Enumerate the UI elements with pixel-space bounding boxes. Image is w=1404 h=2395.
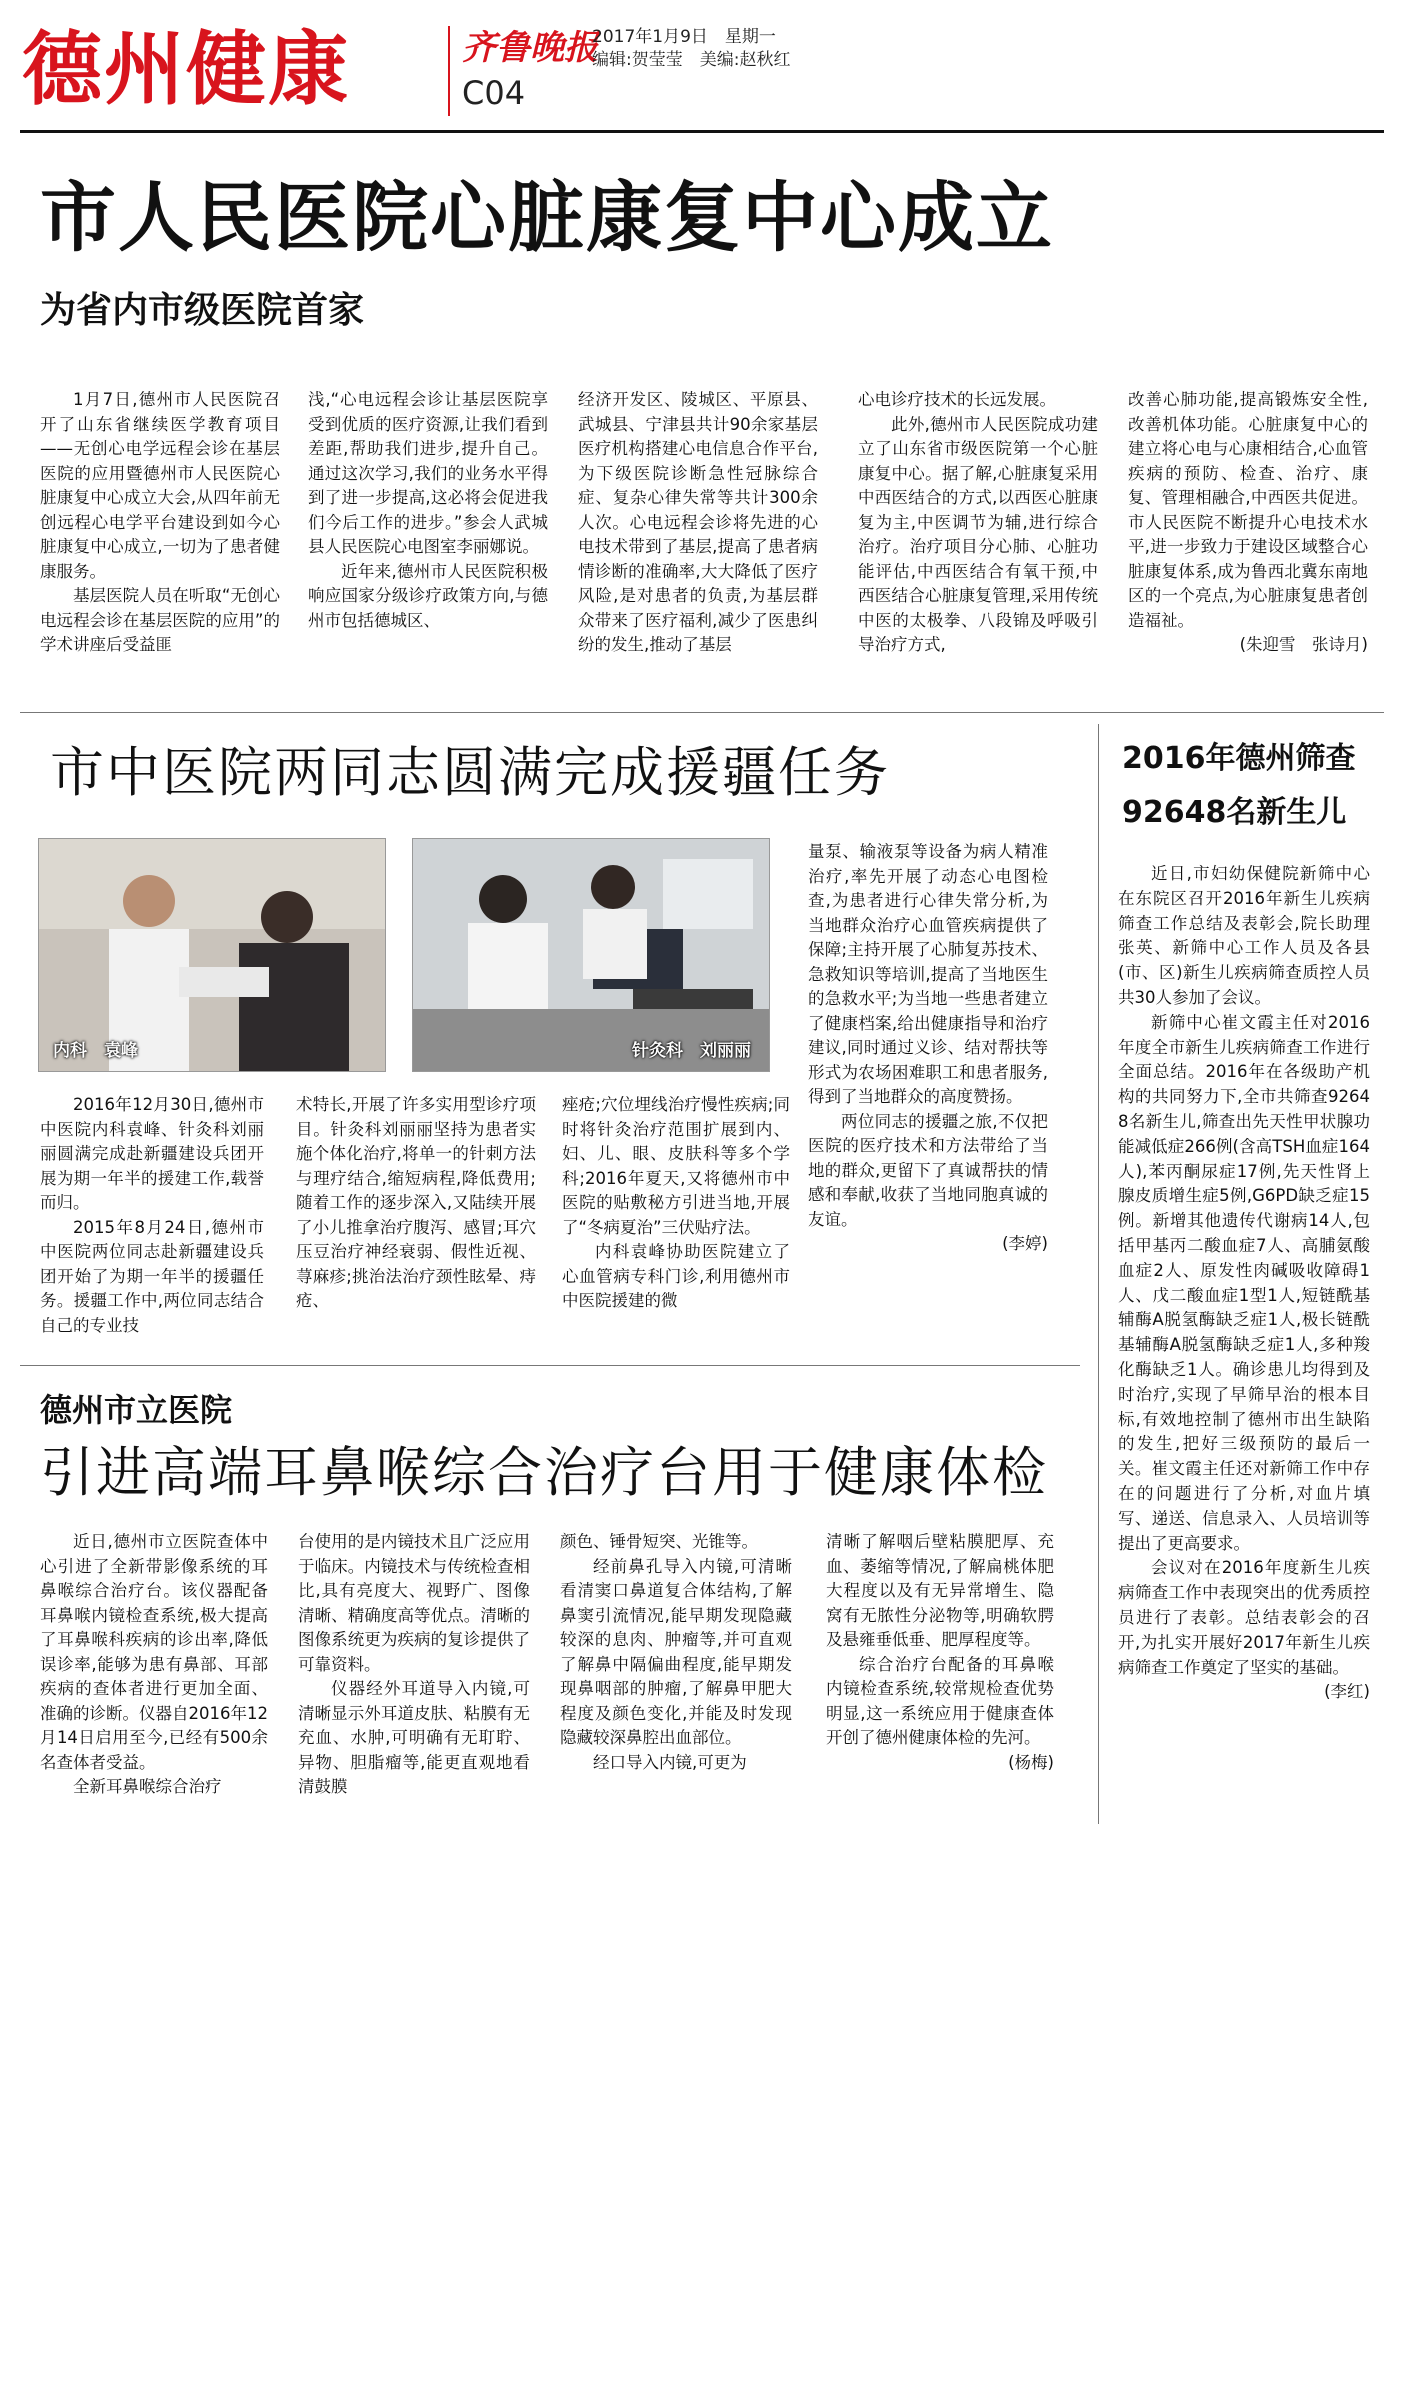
sidebar-title: 2016年德州筛查92648名新生儿 xyxy=(1122,741,1356,830)
page-code: C04 xyxy=(462,74,526,112)
article2-column-1 xyxy=(40,1093,264,1338)
paragraph: 新筛中心崔文霞主任对2016年度全市新生儿疾病筛查工作进行全面总结。2016年在各级助产机构的共同努力下,全市共筛查92648名新生儿,筛查出先天性甲状腺功能减低症266例(含高TSH血症164人),苯丙酮尿症17例,先天性肾上腺皮质增生症5例,G6PD缺乏症15例。新增其他遗传代谢病14人,包括甲基丙二酸血症7人、高脯氨酸血症2人、原发性肉碱吸收障碍1人、戊二酸血症1型1人,短链酰基辅酶A脱氢酶缺乏症1人,极长链酰基辅酶A脱氢酶缺乏症1人,多种羧化酶缺乏1人。确诊患儿均得到及时治疗,实现了早筛早治的根本目标,有效地控制了德州市出生缺陷的发生,把好三级预防的最后一关。崔文霞主任还对新筛工作中存在的问题进行了分析,对血片填写、递送、信息录入、人员培训等提出了更高要求。 xyxy=(1118,1012,1370,1553)
paragraph: 浅,“心电远程会诊让基层医院享受到优质的医疗资源,让我们看到差距,帮助我们进步,提升自己。通过这次学习,我们的业务水平得到了进一步提高,这必将会促进我们今后工作的进步。”参会人武城县人民医院心电图室李丽娜说。 xyxy=(308,390,548,556)
paragraph: 清晰了解咽后壁粘膜肥厚、充血、萎缩等情况,了解扁桃体肥大程度以及有无异常增生、隐窝有无脓性分泌物等,明确软腭及悬雍垂低垂、肥厚程度等。 xyxy=(826,1532,1054,1649)
paragraph: 会议对在2016年度新生儿疾病筛查工作中表现突出的优秀质控员进行了表彰。总结表彰会的召开,为扎实开展好2017年新生儿疾病筛查工作奠定了坚实的基础。 xyxy=(1118,1558,1370,1677)
section-title: 德州健康 xyxy=(22,23,350,116)
article1-byline: (朱迎雪 张诗月) xyxy=(1239,635,1368,654)
article2-byline: (李婷) xyxy=(1002,1234,1048,1253)
paragraph: 此外,德州市人民医院成功建立了山东省市级医院第一个心脏康复中心。据了解,心脏康复采用中西医结合的方式,以西医心脏康复为主,中医调节为辅,进行综合治疗。治疗项目分心肺、心脏功能评估,中西医结合有氧干预,中西医结合心脏康复管理,采用传统中医的太极拳、八段锦及呼吸引导治疗方式, xyxy=(858,414,1098,654)
paragraph: 基层医院人员在听取“无创心电远程会诊在基层医院的应用”的学术讲座后受益匪 xyxy=(40,586,280,654)
article3-column-1 xyxy=(40,1530,268,1800)
article2-column-2 xyxy=(296,1093,536,1314)
paragraph: 综合治疗台配备的耳鼻喉内镜检查系统,较常规检查优势明显,这一系统应用于健康查体开创了德州健康体检的先河。 xyxy=(826,1654,1054,1747)
paragraph: 2016年12月30日,德州市中医院内科袁峰、针灸科刘丽丽圆满完成赴新疆建设兵团开展为期一年半的援建工作,载誉而归。 xyxy=(40,1095,264,1212)
date-line: 2017年1月9日 星期一 xyxy=(592,27,776,47)
masthead-rule xyxy=(20,130,1384,133)
photo-neike-yuanfeng xyxy=(38,838,386,1072)
sidebar-body xyxy=(1118,862,1370,1705)
paragraph: 内科袁峰协助医院建立了心血管病专科门诊,利用德州市中医院援建的微 xyxy=(562,1242,790,1310)
article1-column-4 xyxy=(858,388,1098,658)
article1-subtitle: 为省内市级医院首家 xyxy=(40,290,365,331)
article3-column-3 xyxy=(560,1530,792,1775)
photo-zhenjiu-liulili xyxy=(412,838,770,1072)
sidebar-divider xyxy=(1098,724,1099,1824)
masthead-divider xyxy=(448,26,450,116)
paragraph: 经济开发区、陵城区、平原县、武城县、宁津县共计90余家基层医疗机构搭建心电信息合作平台,为下级医院诊断急性冠脉综合症、复杂心律失常等共计300余人次。心电远程会诊将先进的心电技术带到了基层,提高了患者病情诊断的准确率,大大降低了医疗风险,是对患者的负责,为基层群众带来了医疗福利,减少了医患纠纷的发生,推动了基层 xyxy=(578,390,818,654)
paper-name: 齐鲁晚报 xyxy=(462,28,598,68)
paragraph: 2015年8月24日,德州市中医院两位同志赴新疆建设兵团开始了为期一年半的援疆任务。援疆工作中,两位同志结合自己的专业技 xyxy=(40,1217,264,1335)
sidebar-byline: (李红) xyxy=(1324,1682,1370,1702)
paragraph: 近年来,德州市人民医院积极响应国家分级诊疗政策方向,与德州市包括德城区、 xyxy=(308,561,548,630)
article2-column-3 xyxy=(562,1093,790,1314)
paragraph: 痤疮;穴位埋线治疗慢性疾病;同时将针灸治疗范围扩展到内、妇、儿、眼、皮肤科等多个学科;2016年夏天,又将德州市中医院的贴敷秘方引进当地,开展了“冬病夏治”三伏贴疗法。 xyxy=(562,1095,790,1237)
paragraph: 经前鼻孔导入内镜,可清晰看清窦口鼻道复合体结构,了解鼻窦引流情况,能早期发现隐藏较深的息肉、肿瘤等,并可直观了解鼻中隔偏曲程度,能早期发现鼻咽部的肿瘤,了解鼻甲肥大程度及颜色变化,并能及时发现隐藏较深鼻腔出血部位。 xyxy=(560,1556,792,1747)
paragraph: 两位同志的援疆之旅,不仅把医院的医疗技术和方法带给了当地的群众,更留下了真诚帮扶的情感和奉献,收获了当地同胞真诚的友谊。 xyxy=(808,1111,1048,1229)
editor-line: 编辑:贺莹莹 美编:赵秋红 xyxy=(592,50,791,70)
article1-title: 市人民医院心脏康复中心成立 xyxy=(40,173,1054,262)
article3-column-4 xyxy=(826,1530,1054,1775)
paragraph: 量泵、输液泵等设备为病人精准治疗,率先开展了动态心电图检查,为患者进行心律失常分析,为当地群众治疗心血管疾病提供了保障;主持开展了心肺复苏技术、急救知识等培训,提高了当地医生的急救水平;为当地一些患者建立了健康档案,给出健康指导和治疗建议,同时通过义诊、结对帮扶等形式为农场困难职工和患者服务,得到了当地群众的高度赞扬。 xyxy=(808,842,1048,1106)
paragraph: 近日,市妇幼保健院新筛中心在东院区召开2016年新生儿疾病筛查工作总结及表彰会,院长助理张英、新筛中心工作人员及各县(市、区)新生儿疾病筛查质控人员共30人参加了会议。 xyxy=(1118,864,1370,1007)
photo-caption: 针灸科 刘丽丽 xyxy=(632,1041,751,1061)
paragraph: 颜色、锤骨短突、光锥等。 xyxy=(560,1532,758,1551)
photo-caption: 内科 袁峰 xyxy=(53,1041,138,1061)
paragraph: 心电诊疗技术的长远发展。 xyxy=(858,390,1056,409)
paragraph: 近日,德州市立医院查体中心引进了全新带影像系统的耳鼻喉综合治疗台。该仪器配备耳鼻喉内镜检查系统,极大提高了耳鼻喉科疾病的诊出率,降低误诊率,能够为患有鼻部、耳部疾病的查体者进行更加全面、准确的诊断。仪器自2016年12月14日启用至今,已经有500余名查体者受益。 xyxy=(40,1532,268,1772)
article2-column-4 xyxy=(808,840,1048,1257)
article1-column-2 xyxy=(308,388,548,633)
article3-kicker: 德州市立医院 xyxy=(40,1391,233,1429)
paragraph: 改善心肺功能,提高锻炼安全性,改善机体功能。心脏康复中心的建立将心电与心康相结合,心血管疾病的预防、检查、治疗、康复、管理相融合,中西医共促进。市人民医院不断提升心电技术水平,进一步致力于建设区域整合心脏康复体系,成为鲁西北冀东南地区的一个亮点,为心脏康复患者创造福祉。 xyxy=(1128,390,1368,630)
article3-column-2 xyxy=(298,1530,530,1800)
paragraph: 1月7日,德州市人民医院召开了山东省继续医学教育项目——无创心电学远程会诊在基层医院的应用暨德州市人民医院心脏康复中心成立大会,从四年前无创远程心电学平台建设到如今心脏康复中心成立,一切为了患者健康服务。 xyxy=(40,390,280,581)
article1-column-1 xyxy=(40,388,280,658)
article3-title: 引进高端耳鼻喉综合治疗台用于健康体检 xyxy=(40,1441,1048,1504)
article2-title: 市中医院两同志圆满完成援疆任务 xyxy=(50,741,890,804)
article3-byline: (杨梅) xyxy=(1008,1752,1054,1772)
section-divider xyxy=(20,1365,1080,1366)
paragraph: 经口导入内镜,可更为 xyxy=(593,1752,747,1772)
paragraph: 术特长,开展了许多实用型诊疗项目。针灸科刘丽丽坚持为患者实施个体化治疗,将单一的针刺方法与理疗结合,缩短病程,降低费用;随着工作的逐步深入,又陆续开展了小儿推拿治疗腹泻、感冒;耳穴压豆治疗神经衰弱、假性近视、荨麻疹;挑治法治疗颈性眩晕、痔疮、 xyxy=(296,1095,536,1310)
section-divider xyxy=(20,712,1384,713)
paragraph: 台使用的是内镜技术且广泛应用于临床。内镜技术与传统检查相比,具有亮度大、视野广、图像清晰、精确度高等优点。清晰的图像系统更为疾病的复诊提供了可靠资料。 xyxy=(298,1532,530,1674)
paragraph: 全新耳鼻喉综合治疗 xyxy=(73,1777,222,1796)
article1-column-3 xyxy=(578,388,818,658)
paragraph: 仪器经外耳道导入内镜,可清晰显示外耳道皮肤、粘膜有无充血、水肿,可明确有无耵聍、异物、胆脂瘤等,能更直观地看清鼓膜 xyxy=(298,1679,530,1796)
article1-column-5 xyxy=(1128,388,1368,658)
